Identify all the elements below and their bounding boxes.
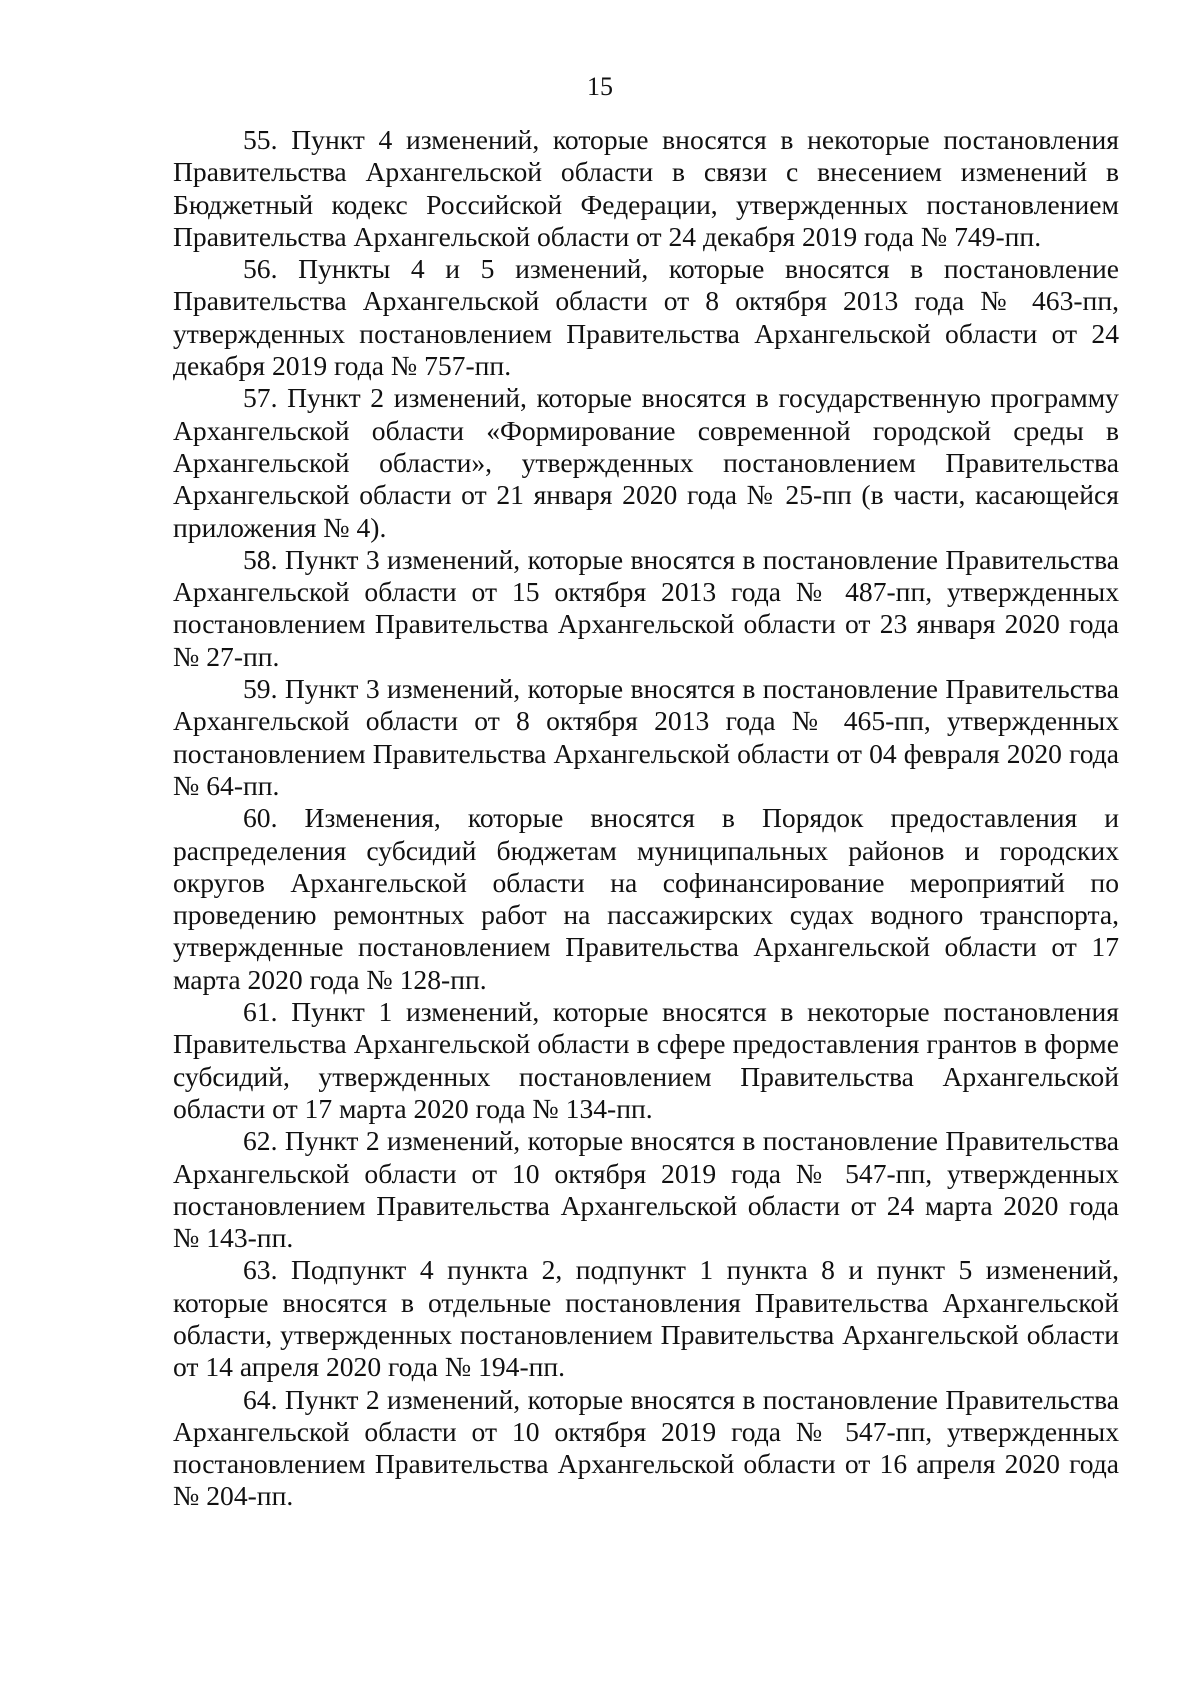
list-item — [173, 673, 1119, 802]
item-number: 62. — [243, 1125, 278, 1157]
list-item — [173, 1384, 1119, 1513]
list-item — [173, 802, 1119, 996]
item-text: Пункт 2 изменений, которые вносятся в постановление Правительства Архангельской области от 10 октября 2019 года № 547-пп, утвержденных постановлением Правительства Архангельской области от 16 апреля 2020 года № 204-пп. — [173, 1383, 1119, 1512]
item-number: 55. — [243, 124, 278, 155]
item-number: 60. — [243, 802, 278, 834]
item-number: 56. — [243, 253, 278, 285]
item-text: Пункт 3 изменений, которые вносятся в постановление Правительства Архангельской области от 15 октября 2013 года № 487-пп, утвержденных постановлением Правительства Архангельской области от 23 января 2020 года № 27-пп. — [173, 543, 1119, 672]
item-number: 61. — [243, 996, 278, 1028]
page-number: 15 — [587, 72, 613, 101]
item-text: Пункт 2 изменений, которые вносятся в государственную программу Архангельской области «Формирование современной городской среды в Архангельской области», утвержденных постановлением Правительства Архангельской области от 21 января 2020 года № 25-пп (в части, касающейся приложения № 4). — [173, 382, 1119, 543]
item-text: Пункты 4 и 5 изменений, которые вносятся в постановление Правительства Архангельской области от 8 октября 2013 года № 463-пп, утвержденных постановлением Правительства Архангельской области от 24 декабря 2019 года № 757-пп. — [173, 253, 1119, 382]
list-item — [173, 996, 1119, 1125]
item-text: Пункт 1 изменений, которые вносятся в некоторые постановления Правительства Архангельской области в сфере предоставления грантов в форме субсидий, утвержденных постановлением Правительства Архангельской области от 17 марта 2020 года № 134-пп. — [173, 996, 1119, 1124]
list-item — [173, 1254, 1119, 1383]
item-number: 64. — [243, 1383, 278, 1415]
item-text: Пункт 3 изменений, которые вносятся в постановление Правительства Архангельской области от 8 октября 2013 года № 465-пп, утвержденных постановлением Правительства Архангельской области от 04 февраля 2020 года № 64-пп. — [173, 673, 1119, 801]
list-item — [173, 544, 1119, 673]
item-number: 59. — [243, 673, 278, 705]
item-number: 57. — [243, 382, 278, 414]
item-text: Пункт 4 изменений, которые вносятся в некоторые постановления Правительства Архангельской области в связи с внесением изменений в Бюджетный кодекс Российской Федерации, утвержденных постановлением Правительства Архангельской области от 24 декабря 2019 года № 749-пп. — [173, 124, 1119, 252]
item-text: Пункт 2 изменений, которые вносятся в постановление Правительства Архангельской области от 10 октября 2019 года № 547-пп, утвержденных постановлением Правительства Архангельской области от 24 марта 2020 года № 143-пп. — [173, 1125, 1119, 1254]
item-text: Изменения, которые вносятся в Порядок предоставления и распределения субсидий бюджетам муниципальных районов и городских округов Архангельской области на софинансирование мероприятий по проведению ремонтных работ на пассажирских судах водного транспорта, утвержденные постановлением Правительства Архангельской области от 17 марта 2020 года № 128-пп. — [173, 802, 1120, 995]
list-item — [173, 253, 1119, 382]
item-text: Подпункт 4 пункта 2, подпункт 1 пункта 8 и пункт 5 изменений, которые вносятся в отдельные постановления Правительства Архангельской области, утвержденных постановлением Правительства Архангельской области от 14 апреля 2020 года № 194-пп. — [173, 1254, 1119, 1383]
list-item — [173, 1125, 1119, 1254]
item-number: 63. — [243, 1254, 278, 1286]
item-number: 58. — [243, 543, 278, 575]
list-item — [173, 124, 1119, 253]
list-item — [173, 382, 1119, 543]
document-body — [173, 124, 1119, 1513]
